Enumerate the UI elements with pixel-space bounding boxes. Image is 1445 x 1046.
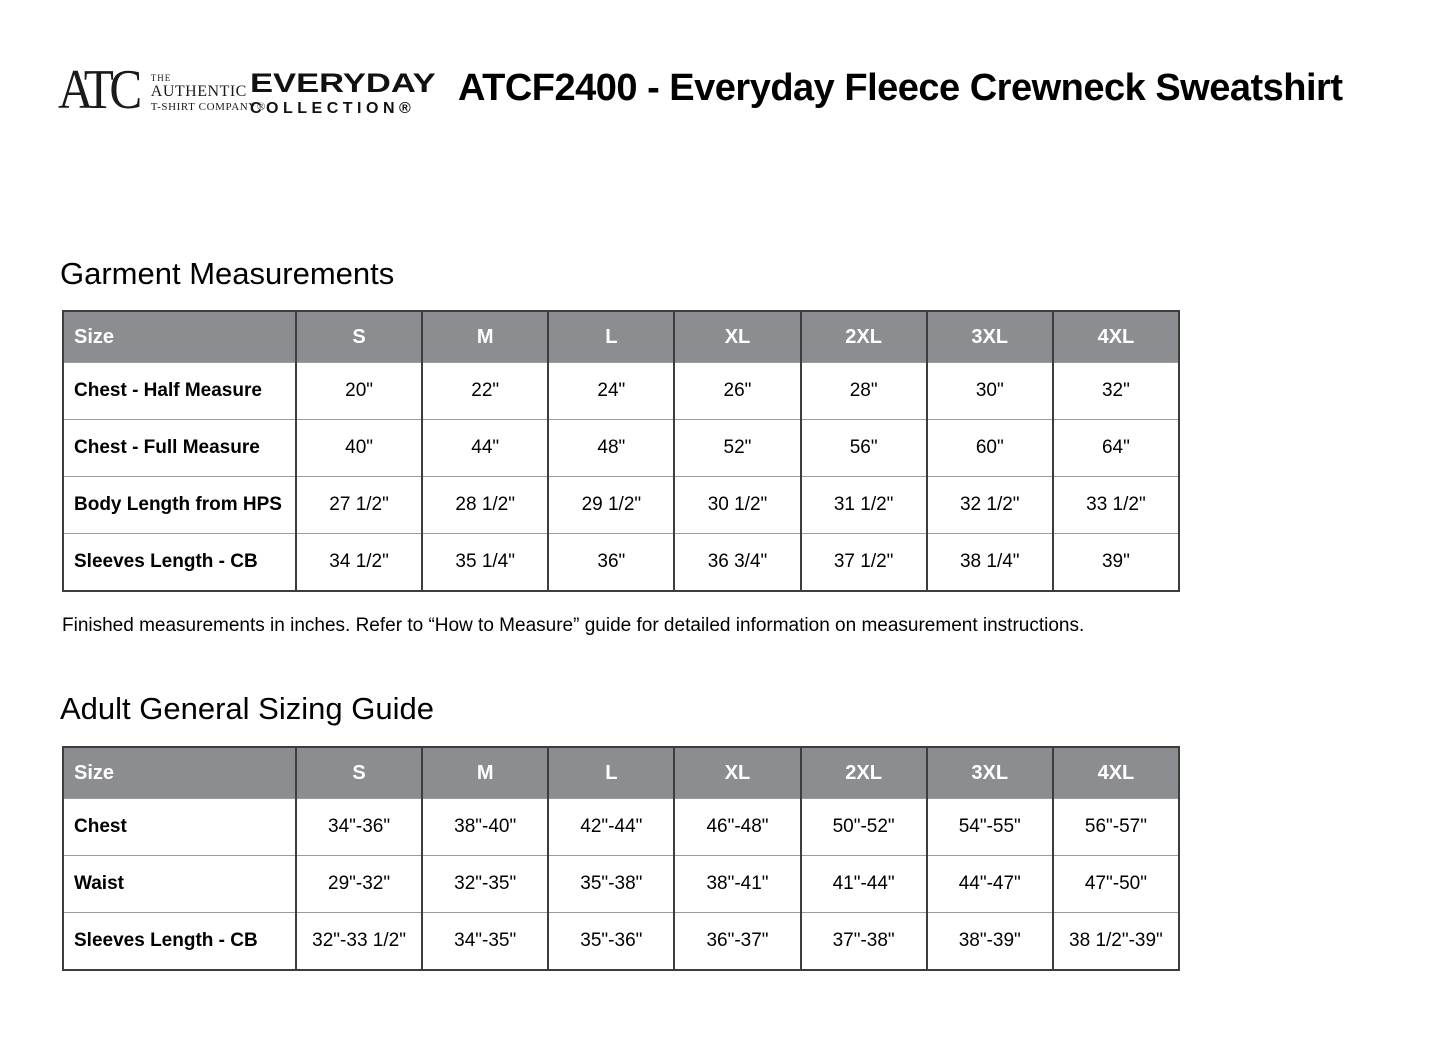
- garment-column-header-4xl: 4XL: [1053, 311, 1179, 363]
- garment-table-header-row: [63, 311, 1179, 363]
- atc-logo-line-company: T-SHIRT COMPANY®: [150, 100, 266, 113]
- everyday-collection-logo: [250, 68, 436, 117]
- value-cell: 30": [927, 363, 1053, 420]
- value-cell: 44"-47": [927, 856, 1053, 913]
- value-cell: 35"-38": [548, 856, 674, 913]
- garment-column-header-m: M: [422, 311, 548, 363]
- value-cell: 22": [422, 363, 548, 420]
- value-cell: 47"-50": [1053, 856, 1179, 913]
- value-cell: 32": [1053, 363, 1179, 420]
- value-cell: 32"-33 1/2": [296, 913, 422, 971]
- sizing-column-header-2xl: 2XL: [801, 747, 927, 799]
- garment-column-header-3xl: 3XL: [927, 311, 1053, 363]
- value-cell: 26": [674, 363, 800, 420]
- value-cell: 39": [1053, 534, 1179, 592]
- value-cell: 34"-35": [422, 913, 548, 971]
- atc-logo-monogram: ATC: [58, 59, 138, 121]
- value-cell: 38"-41": [674, 856, 800, 913]
- value-cell: 35 1/4": [422, 534, 548, 592]
- row-label-body-length: Body Length from HPS: [63, 477, 296, 534]
- value-cell: 28": [801, 363, 927, 420]
- value-cell: 44": [422, 420, 548, 477]
- value-cell: 37"-38": [801, 913, 927, 971]
- value-cell: 52": [674, 420, 800, 477]
- garment-column-header-s: S: [296, 311, 422, 363]
- value-cell: 33 1/2": [1053, 477, 1179, 534]
- sizing-column-header-xl: XL: [674, 747, 800, 799]
- value-cell: 42"-44": [548, 799, 674, 856]
- value-cell: 38 1/4": [927, 534, 1053, 592]
- value-cell: 40": [296, 420, 422, 477]
- row-label-chest-half: Chest - Half Measure: [63, 363, 296, 420]
- value-cell: 32 1/2": [927, 477, 1053, 534]
- row-label-chest-full: Chest - Full Measure: [63, 420, 296, 477]
- value-cell: 35"-36": [548, 913, 674, 971]
- value-cell: 46"-48": [674, 799, 800, 856]
- garment-column-header-xl: XL: [674, 311, 800, 363]
- table-row: [63, 477, 1179, 534]
- value-cell: 20": [296, 363, 422, 420]
- everyday-logo-line2: COLLECTION®: [250, 100, 416, 117]
- sizing-column-header-4xl: 4XL: [1053, 747, 1179, 799]
- sizing-column-header-s: S: [296, 747, 422, 799]
- sizing-column-header-3xl: 3XL: [927, 747, 1053, 799]
- value-cell: 32"-35": [422, 856, 548, 913]
- atc-logo-wordmark: [151, 64, 266, 113]
- value-cell: 31 1/2": [801, 477, 927, 534]
- value-cell: 29 1/2": [548, 477, 674, 534]
- sizing-column-header-size: Size: [63, 747, 296, 799]
- value-cell: 56"-57": [1053, 799, 1179, 856]
- value-cell: 34 1/2": [296, 534, 422, 592]
- atc-logo: [58, 59, 266, 121]
- sizing-column-header-m: M: [422, 747, 548, 799]
- value-cell: 41"-44": [801, 856, 927, 913]
- adult-sizing-guide-table: [62, 746, 1180, 971]
- value-cell: 56": [801, 420, 927, 477]
- table-row: [63, 420, 1179, 477]
- garment-measurements-table: [62, 310, 1180, 592]
- section-heading-adult-sizing-guide: Adult General Sizing Guide: [60, 691, 434, 726]
- table-row: [63, 799, 1179, 856]
- value-cell: 29"-32": [296, 856, 422, 913]
- value-cell: 50"-52": [801, 799, 927, 856]
- value-cell: 54"-55": [927, 799, 1053, 856]
- value-cell: 38"-40": [422, 799, 548, 856]
- value-cell: 60": [927, 420, 1053, 477]
- sizing-column-header-l: L: [548, 747, 674, 799]
- value-cell: 37 1/2": [801, 534, 927, 592]
- table-row: [63, 363, 1179, 420]
- row-label-chest: Chest: [63, 799, 296, 856]
- value-cell: 36"-37": [674, 913, 800, 971]
- value-cell: 38"-39": [927, 913, 1053, 971]
- row-label-sleeves-length: Sleeves Length - CB: [63, 534, 296, 592]
- value-cell: 28 1/2": [422, 477, 548, 534]
- measurement-note: Finished measurements in inches. Refer to “How to Measure” guide for detailed information on measurement instructions.: [62, 615, 1085, 636]
- value-cell: 36 3/4": [674, 534, 800, 592]
- value-cell: 24": [548, 363, 674, 420]
- garment-column-header-size: Size: [63, 311, 296, 363]
- atc-logo-line-authentic: AUTHENTIC: [150, 82, 247, 100]
- value-cell: 48": [548, 420, 674, 477]
- sizing-table-header-row: [63, 747, 1179, 799]
- table-row: [63, 534, 1179, 592]
- section-heading-garment-measurements: Garment Measurements: [60, 256, 395, 291]
- document-title: ATCF2400 - Everyday Fleece Crewneck Sweatshirt: [458, 67, 1343, 109]
- atc-logo-line-the: THE: [150, 73, 172, 83]
- garment-column-header-l: L: [548, 311, 674, 363]
- table-row: [63, 856, 1179, 913]
- table-row: [63, 913, 1179, 971]
- value-cell: 30 1/2": [674, 477, 800, 534]
- garment-column-header-2xl: 2XL: [801, 311, 927, 363]
- value-cell: 36": [548, 534, 674, 592]
- row-label-waist: Waist: [63, 856, 296, 913]
- row-label-sleeves-length-adult: Sleeves Length - CB: [63, 913, 296, 971]
- value-cell: 27 1/2": [296, 477, 422, 534]
- value-cell: 38 1/2"-39": [1053, 913, 1179, 971]
- value-cell: 34"-36": [296, 799, 422, 856]
- value-cell: 64": [1053, 420, 1179, 477]
- everyday-logo-line1: EVERYDAY: [250, 68, 436, 98]
